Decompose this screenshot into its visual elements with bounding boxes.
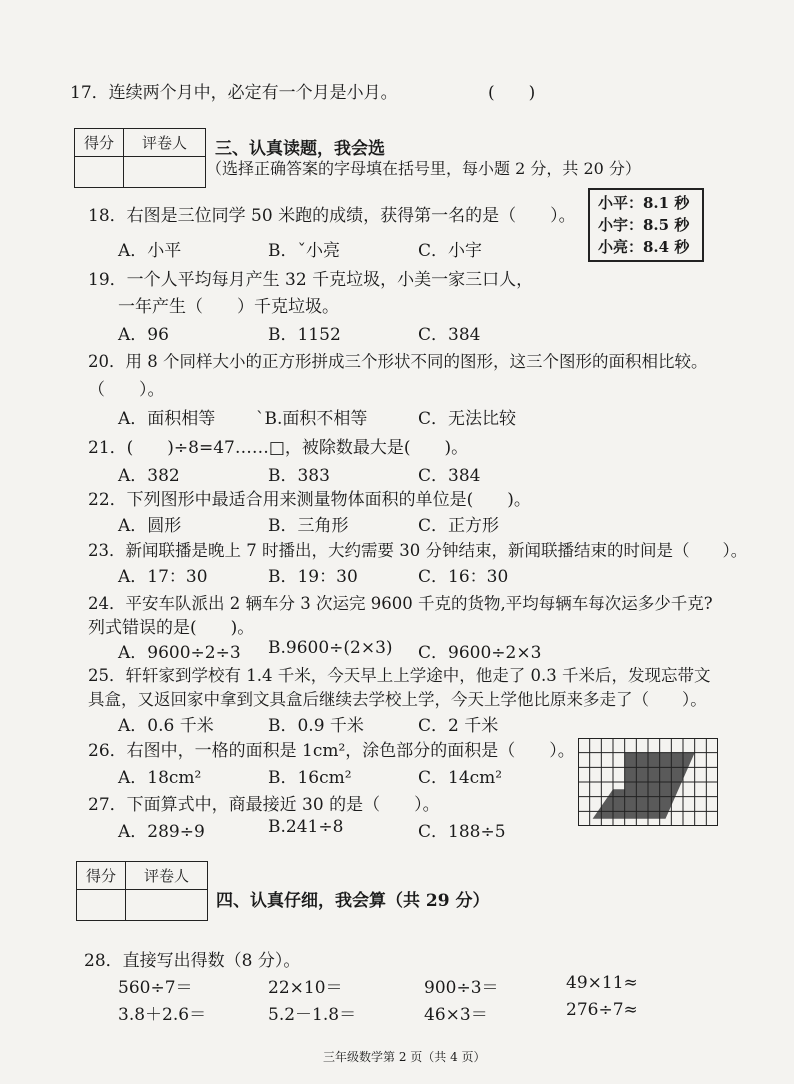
- question-18: 18．右图是三位同学 50 米跑的成绩，获得第一名的是（ ）。: [88, 206, 576, 226]
- question-21: 21．( )÷8=47……□，被除数最大是( )。: [88, 438, 469, 458]
- q19-option-a[interactable]: A．96: [118, 325, 169, 345]
- q19-option-b[interactable]: B．1152: [268, 325, 341, 345]
- q24-option-b[interactable]: B.9600÷(2×3): [268, 638, 393, 658]
- calc-item[interactable]: 3.8＋2.6＝: [118, 1005, 207, 1025]
- question-24-line1: 24．平安车队派出 2 辆车分 3 次运完 9600 千克的货物,平均每辆车每次运多少千克?: [88, 594, 713, 613]
- q18-option-c[interactable]: C．小宇: [418, 241, 483, 261]
- result-line: 小平：8.1 秒: [598, 194, 690, 212]
- q22-option-a[interactable]: A．圆形: [118, 516, 182, 536]
- q25-option-a[interactable]: A．0.6 千米: [118, 716, 214, 736]
- question-20-line2: （ ）。: [88, 380, 165, 400]
- question-28-title: 28．直接写出得数（8 分）。: [84, 951, 301, 971]
- section4-grader-header: 评卷人: [126, 862, 208, 890]
- section4-score-header: 得分: [77, 862, 126, 890]
- question-17-number: 17．: [70, 83, 109, 103]
- q26-option-a[interactable]: A．18cm²: [118, 768, 202, 788]
- q23-option-a[interactable]: A．17：30: [118, 567, 208, 587]
- q27-option-c[interactable]: C．188÷5: [418, 822, 506, 842]
- question-19-line2: 一年产生（ ）千克垃圾。: [118, 297, 339, 317]
- question-27: 27．下面算式中，商最接近 30 的是（ ）。: [88, 795, 440, 815]
- calc-item[interactable]: 49×11≈: [566, 973, 638, 993]
- section3-instructions: （选择正确答案的字母填在括号里，每小题 2 分，共 20 分）: [206, 159, 641, 178]
- q20-option-c[interactable]: C．无法比较: [418, 409, 517, 429]
- calc-item[interactable]: 560÷7＝: [118, 978, 193, 998]
- q26-option-b[interactable]: B．16cm²: [268, 768, 352, 788]
- section4-score-cell[interactable]: [77, 890, 126, 921]
- calc-item[interactable]: 46×3＝: [424, 1005, 488, 1025]
- question-23: 23．新闻联播是晚上 7 时播出，大约需要 30 分钟结束，新闻联播结束的时间是（ ）。: [88, 541, 748, 560]
- q23-option-b[interactable]: B．19：30: [268, 567, 358, 587]
- q23-option-c[interactable]: C．16：30: [418, 567, 509, 587]
- result-line: 小宇：8.5 秒: [598, 216, 690, 234]
- section3-grader-cell[interactable]: [124, 157, 206, 188]
- q18-option-a[interactable]: A．小平: [118, 241, 182, 261]
- q25-option-b[interactable]: B．0.9 千米: [268, 716, 364, 736]
- section4-title: 四、认真仔细，我会算（共 29 分）: [216, 891, 490, 911]
- question-17-text: 连续两个月中，必定有一个月是小月。: [108, 83, 398, 103]
- shaded-shape: [593, 753, 695, 819]
- section3-score-table: [74, 128, 206, 188]
- q25-option-c[interactable]: C．2 千米: [418, 716, 499, 736]
- question-19-line1: 19．一个人平均每月产生 32 千克垃圾，小美一家三口人，: [88, 270, 534, 290]
- section3-title: 三、认真读题，我会选: [215, 139, 385, 159]
- calc-item[interactable]: 5.2－1.8＝: [268, 1005, 357, 1025]
- q27-option-b[interactable]: B.241÷8: [268, 817, 344, 837]
- q22-option-c[interactable]: C．正方形: [418, 516, 500, 536]
- q21-option-b[interactable]: B．383: [268, 466, 330, 486]
- page-footer: 三年级数学第 2 页（共 4 页）: [323, 1050, 486, 1064]
- q27-option-a[interactable]: A．289÷9: [118, 822, 205, 842]
- q24-option-c[interactable]: C．9600÷2×3: [418, 643, 542, 663]
- q26-option-c[interactable]: C．14cm²: [418, 768, 503, 788]
- section3-grader-header: 评卷人: [124, 129, 206, 157]
- question-20-line1: 20．用 8 个同样大小的正方形拼成三个形状不同的图形，这三个图形的面积相比较。: [88, 352, 708, 371]
- calc-item[interactable]: 276÷7≈: [566, 1000, 638, 1020]
- q18-option-b[interactable]: B．ˇ小亮: [268, 241, 340, 261]
- q19-option-c[interactable]: C．384: [418, 325, 481, 345]
- question-25-line2: 具盒，又返回家中拿到文具盒后继续去学校上学，今天上学他比原来多走了（ ）。: [88, 690, 707, 709]
- question-22: 22．下列图形中最适合用来测量物体面积的单位是( )。: [88, 490, 531, 510]
- q20-option-a[interactable]: A．面积相等: [118, 409, 216, 429]
- q21-option-a[interactable]: A．382: [118, 466, 180, 486]
- section4-grader-cell[interactable]: [126, 890, 208, 921]
- section3-score-header: 得分: [75, 129, 124, 157]
- question-25-line1: 25．轩轩家到学校有 1.4 千米，今天早上上学途中，他走了 0.3 千米后，发现忘带文: [88, 666, 711, 685]
- q20-option-b[interactable]: ˋB.面积不相等: [256, 409, 368, 429]
- question-17-answer-blank[interactable]: ( ): [488, 83, 536, 103]
- result-line: 小亮：8.4 秒: [598, 238, 690, 256]
- calc-item[interactable]: 22×10＝: [268, 978, 343, 998]
- section4-score-table: [76, 861, 208, 921]
- calc-item[interactable]: 900÷3＝: [424, 978, 499, 998]
- q22-option-b[interactable]: B．三角形: [268, 516, 349, 536]
- section3-score-cell[interactable]: [75, 157, 124, 188]
- question-17: [70, 78, 398, 103]
- q21-option-c[interactable]: C．384: [418, 466, 481, 486]
- question-26: 26．右图中，一格的面积是 1cm²，涂色部分的面积是（ ）。: [88, 741, 575, 761]
- run-results-box: [588, 188, 704, 262]
- grid-figure: [578, 738, 718, 826]
- question-24-line2: 列式错误的是( )。: [88, 618, 255, 638]
- q24-option-a[interactable]: A．9600÷2÷3: [118, 643, 241, 663]
